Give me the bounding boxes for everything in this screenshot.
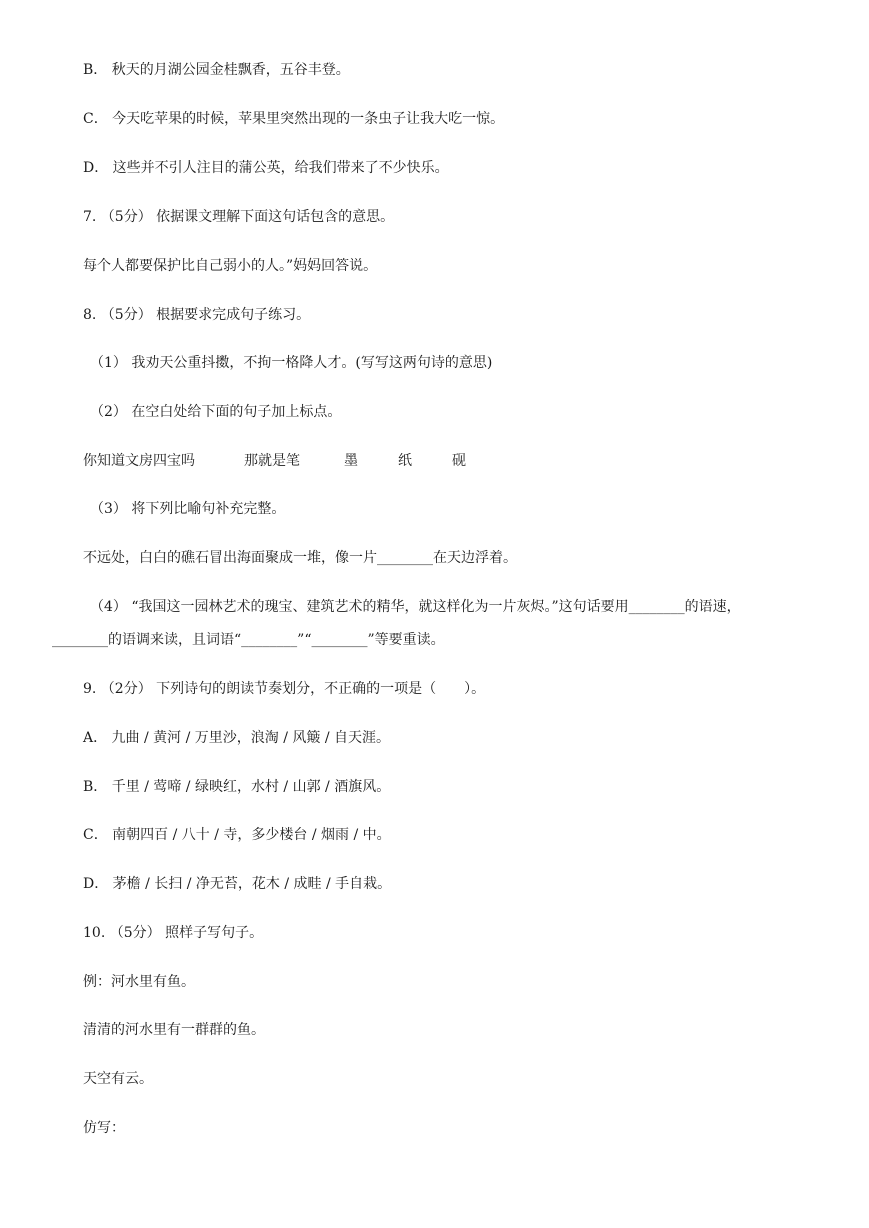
question-10-write-label: 仿写： [83,1120,125,1136]
question-8-title: 8. （5分） 根据要求完成句子练习。 [83,307,311,323]
sentence-segment-e: 砚 [452,453,466,469]
question-8-part-3-sentence: 不远处，白白的礁石冒出海面聚成一堆，像一片________在天边浮着。 [83,550,517,566]
question-8-part-1: （1） 我劝天公重抖擞，不拘一格降人才。(写写这两句诗的意思) [90,355,493,371]
question-9-option-d: D． 茅檐 / 长扫 / 净无苔，花木 / 成畦 / 手自栽。 [83,876,392,892]
question-8-part-4-line-2: ________的语调来读，且词语“________”“________”等要重读。 [52,632,445,648]
sentence-segment-a: 你知道文房四宝吗 [83,453,195,469]
question-8-part-4-line-1: （4） “我国这一园林艺术的瑰宝、建筑艺术的精华，就这样化为一片灰烬。”这句话要用________的语速， [90,599,741,615]
question-7-text: 每个人都要保护比自己弱小的人。”妈妈回答说。 [83,258,378,274]
question-8-part-2: （2） 在空白处给下面的句子加上标点。 [90,404,342,420]
question-9-option-b: B． 千里 / 莺啼 / 绿映红，水村 / 山郭 / 酒旗风。 [83,779,391,795]
sentence-segment-c: 墨 [344,453,358,469]
question-9-title: 9. （2分） 下列诗句的朗读节奏划分，不正确的一项是（ ）。 [83,681,486,697]
question-8-part-2-sentence [83,451,503,471]
option-b-line: B． 秋天的月湖公园金桂飘香，五谷丰登。 [83,62,350,78]
option-d-line: D． 这些并不引人注目的蒲公英，给我们带来了不少快乐。 [83,160,449,176]
question-10-example: 例：河水里有鱼。 [83,974,195,990]
question-9-option-c: C． 南朝四百 / 八十 / 寺，多少楼台 / 烟雨 / 中。 [83,827,391,843]
sentence-segment-d: 纸 [398,453,412,469]
question-10-title: 10. （5分） 照样子写句子。 [83,925,264,941]
question-8-part-3: （3） 将下列比喻句补充完整。 [90,501,286,517]
question-9-option-a: A． 九曲 / 黄河 / 万里沙，浪淘 / 风簸 / 自天涯。 [83,730,391,746]
question-10-example-answer: 清清的河水里有一群群的鱼。 [83,1022,265,1038]
option-c-line: C． 今天吃苹果的时候，苹果里突然出现的一条虫子让我大吃一惊。 [83,111,505,127]
question-7-title: 7. （5分） 依据课文理解下面这句话包含的意思。 [83,209,395,225]
question-10-task: 天空有云。 [83,1071,153,1087]
sentence-segment-b: 那就是笔 [244,453,300,469]
